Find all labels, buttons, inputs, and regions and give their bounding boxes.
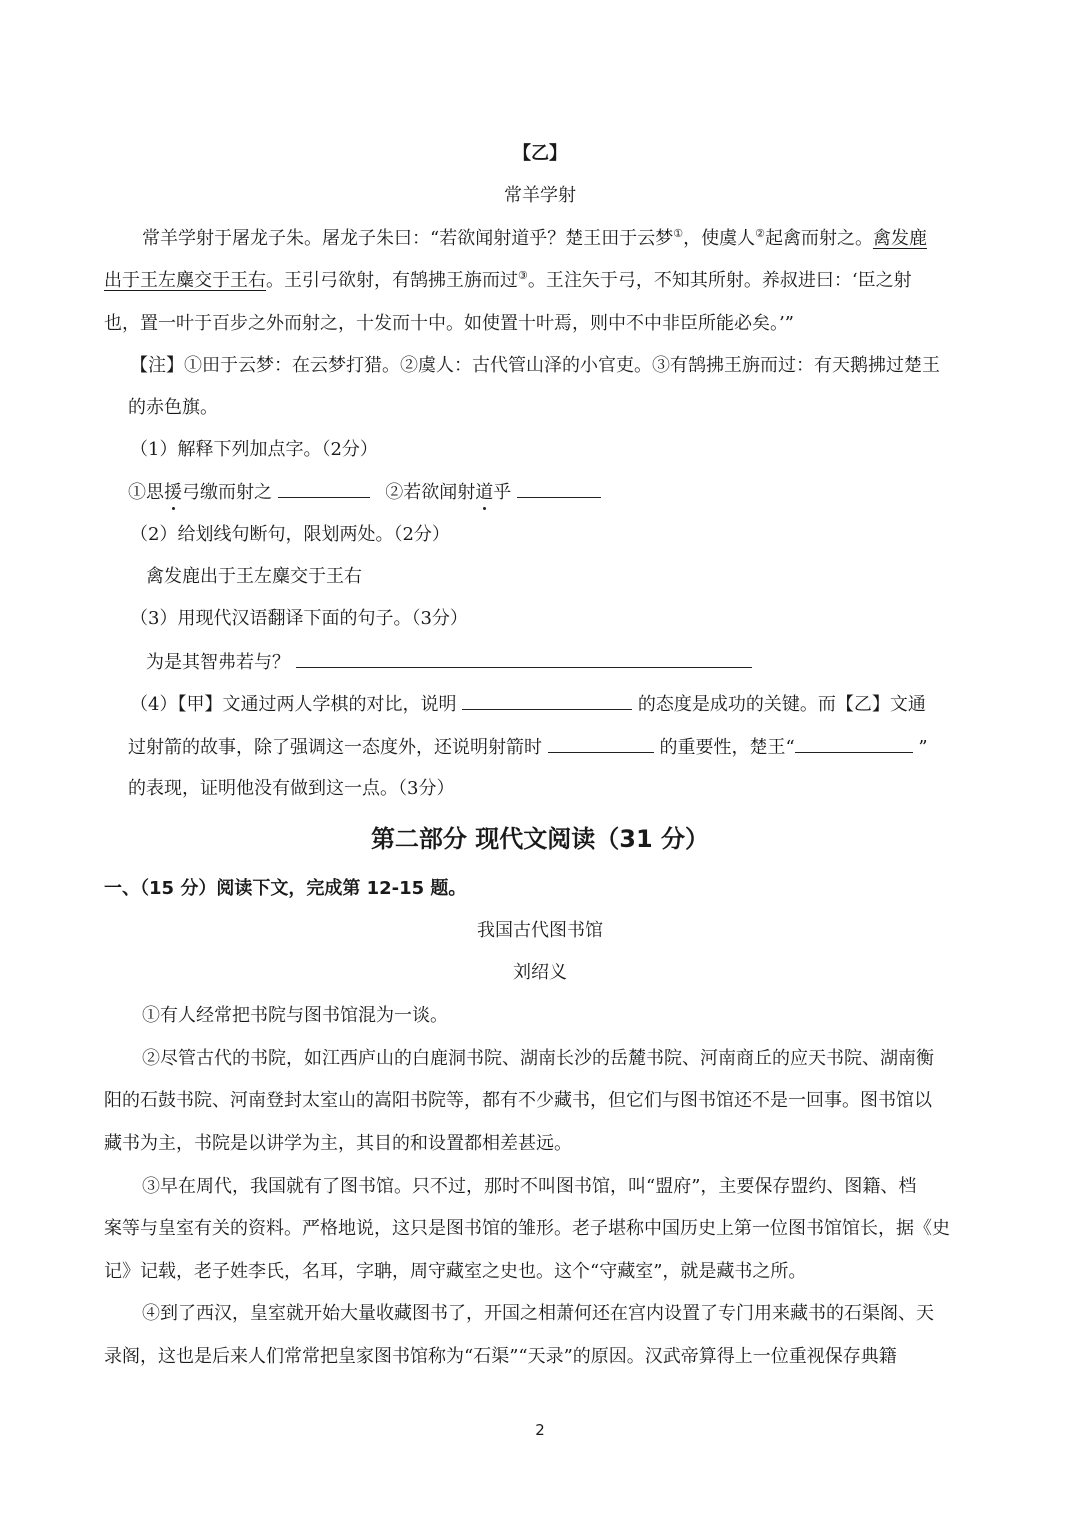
article-title: 我国古代图书馆 xyxy=(477,920,603,941)
footnote-ref-3: ③ xyxy=(518,269,528,282)
notes-line-2: 的赤色旗。 xyxy=(128,397,218,418)
paragraph-4-line-1: ④到了西汉，皇室就开始大量收藏图书了，开国之相萧何还在宫内设置了专门用来藏书的石渠阁、天 xyxy=(142,1303,934,1324)
paragraph-4-line-2: 录阁，这也是后来人们常常把皇家图书馆称为“石渠”“天录”的原因。汉武帝算得上一位重视保存典籍 xyxy=(104,1346,897,1367)
paragraph-2-line-1: ②尽管古代的书院，如江西庐山的白鹿洞书院、湖南长沙的岳麓书院、河南商丘的应天书院、湖南衡 xyxy=(142,1048,934,1069)
question-4-line-3: 的表现，证明他没有做到这一点。（3分） xyxy=(128,778,455,799)
answer-blank-5[interactable] xyxy=(548,734,654,753)
article-author: 刘绍义 xyxy=(513,962,567,983)
passage-line-1: 常羊学射于屠龙子朱。屠龙子朱曰：“若欲闻射道乎？楚王田于云梦①，使虞人②起禽而射之。禽发鹿 xyxy=(142,227,927,249)
question-2-sentence: 禽发鹿出于王左麋交于王右 xyxy=(146,566,362,587)
question-1: （1）解释下列加点字。（2分） xyxy=(130,439,378,460)
question-group-header: 一、（15 分）阅读下文，完成第 12-15 题。 xyxy=(104,878,467,899)
notes-line-1: 【注】①田于云梦：在云梦打猎。②虞人：古代管山泽的小官吏。③有鹄拂王旃而过：有天鹅拂过楚王 xyxy=(130,355,940,376)
underlined-sentence-part-1: 禽发鹿 xyxy=(872,228,927,249)
question-4-line-2: 过射箭的故事，除了强调这一态度外，还说明射箭时 的重要性，楚王“ ” xyxy=(128,734,928,761)
answer-blank-6[interactable] xyxy=(795,734,913,753)
question-3-sentence-row: 为是其智弗若与？ xyxy=(146,649,752,676)
page-number: 2 xyxy=(535,1421,545,1439)
question-3: （3）用现代汉语翻译下面的句子。（3分） xyxy=(130,608,468,629)
part-2-heading: 第二部分 现代文阅读（31 分） xyxy=(370,825,710,853)
passage-title: 常羊学射 xyxy=(504,185,576,206)
paragraph-3-line-3: 记》记载，老子姓李氏，名耳，字聃，周守藏室之史也。这个“守藏室”，就是藏书之所。 xyxy=(104,1261,807,1282)
footnote-ref-1: ① xyxy=(673,227,684,240)
question-1-items: ①思援弓缴而射之 ②若欲闻射道乎 xyxy=(128,479,601,506)
answer-blank-4[interactable] xyxy=(462,691,632,710)
paragraph-3-line-1: ③早在周代，我国就有了图书馆。只不过，那时不叫图书馆，叫“盟府”，主要保存盟约、图籍、档 xyxy=(142,1176,917,1197)
answer-blank-2[interactable] xyxy=(517,479,601,498)
answer-blank-1[interactable] xyxy=(278,479,370,498)
dotted-char-1: 援 xyxy=(164,482,182,503)
passage-line-3: 也，置一叶于百步之外而射之，十发而十中。如使置十叶焉，则中不中非臣所能必矣。’” xyxy=(104,313,794,334)
question-2: （2）给划线句断句，限划两处。（2分） xyxy=(130,524,450,545)
underlined-sentence-part-2: 出于王左麋交于王右 xyxy=(104,270,266,291)
paragraph-2-line-2: 阳的石鼓书院、河南登封太室山的嵩阳书院等，都有不少藏书，但它们与图书馆还不是一回事。图书馆以 xyxy=(104,1090,932,1111)
passage-line-2: 出于王左麋交于王右。王引弓欲射，有鹄拂王旃而过③。王注矢于弓，不知其所射。养叔进曰：‘臣之射 xyxy=(104,269,912,291)
dotted-char-2: 道 xyxy=(475,482,494,503)
footnote-ref-2: ② xyxy=(755,227,765,240)
question-4-line-1: （4）【甲】文通过两人学棋的对比，说明 的态度是成功的关键。而【乙】文通 xyxy=(130,691,926,718)
section-marker-yi: 【乙】 xyxy=(513,143,567,164)
paragraph-1-line-1: ①有人经常把书院与图书馆混为一谈。 xyxy=(142,1005,448,1026)
paragraph-2-line-3: 藏书为主，书院是以讲学为主，其目的和设置都相差甚远。 xyxy=(104,1133,572,1154)
paragraph-3-line-2: 案等与皇室有关的资料。严格地说，这只是图书馆的雏形。老子堪称中国历史上第一位图书馆馆长，据《史 xyxy=(104,1218,950,1239)
answer-blank-3[interactable] xyxy=(296,649,752,668)
